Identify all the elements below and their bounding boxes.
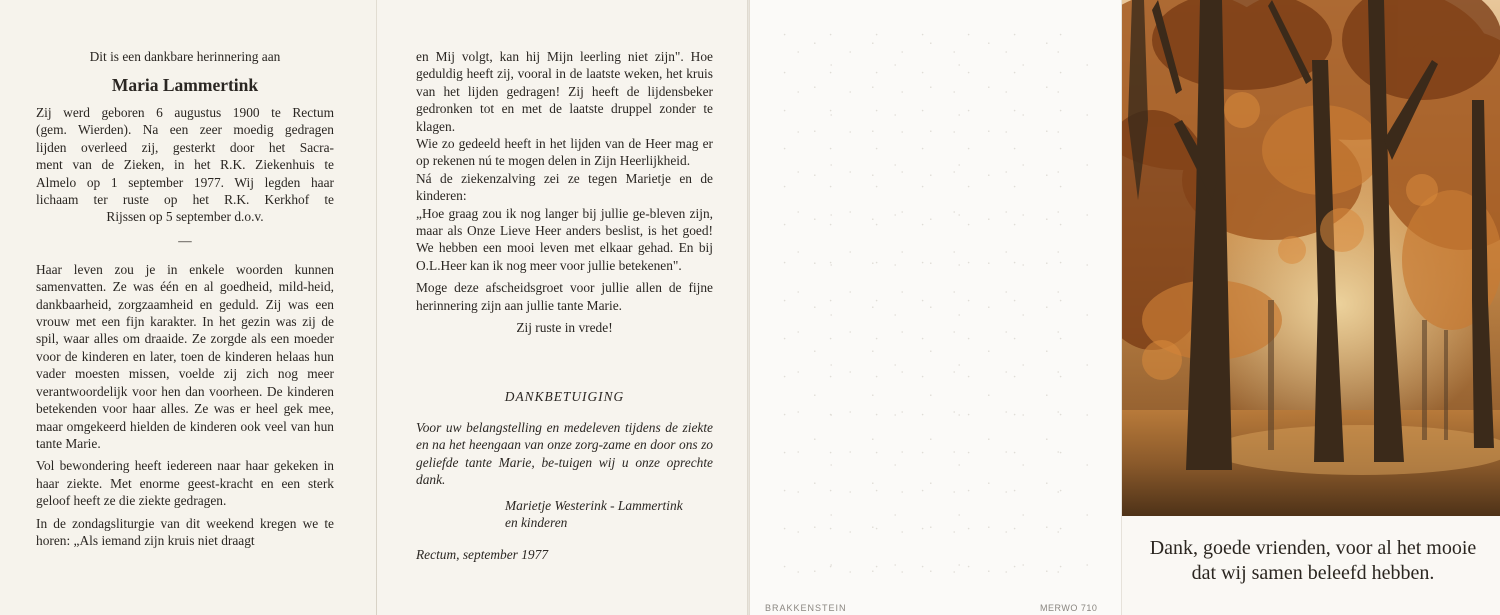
thanks-heading: DANKBETUIGING	[504, 389, 625, 404]
paper-texture	[780, 30, 1100, 590]
intro-line: Dit is een dankbare herinnering aan	[89, 49, 281, 64]
deceased-name: Maria Lammertink	[111, 75, 259, 95]
farewell-paragraph: Moge deze afscheidsgroet voor jullie allen de fijne herinnering zijn aan jullie tante Marie.	[416, 280, 713, 313]
signature-name: Marietje Westerink - Lammertink	[505, 498, 683, 513]
caption-line-1: Dank, goede vrienden, voor al het mooie	[1149, 537, 1477, 559]
illness-paragraph: Vol bewondering heeft iedereen naar haar gekeken in haar ziekte. Met enorme geest-kracht en een sterk geloof heeft ze die ziekte gedragen.	[36, 458, 334, 509]
thanks-paragraph: Voor uw belangstelling en medeleven tijdens de ziekte en na het heengaan van onze zorg-zame en door ons zo geliefde tante Marie, be-tuigen wij u onze oprechte dank.	[416, 420, 713, 488]
quote-paragraph: „Hoe graag zou ik nog langer bij jullie ge-bleven zijn, maar als Onze Lieve Heer anders beslist, is het goed! We hebben een mooi leven met elkaar gehad. En bij O.L.Heer kan ik nog meer voor jullie betekenen".	[416, 205, 713, 273]
birth-line: lijden overleed zij, gesterkt door het Sacra-	[36, 139, 334, 155]
signature-block	[505, 497, 725, 532]
birth-line: lichaam ter ruste op het R.K. Kerkhof te	[36, 192, 334, 208]
print-code: MERWO 710	[1040, 603, 1098, 613]
caption-line-2: dat wij samen beleefd hebben.	[1191, 562, 1435, 584]
glory-paragraph: Wie zo gedeeld heeft in het lijden van de Heer mag er op rekenen nú te mogen delen in Zijn Heerlijkheid.	[416, 136, 713, 169]
suffering-paragraph: en Mij volgt, kan hij Mijn leerling niet zijn". Hoe geduldig heeft zij, vooral in de laatste weken, het kruis van het lijden gedragen! Zij heeft de lijdensbeker gedronken tot en met de laatste druppel zonder te klagen.	[416, 49, 713, 134]
birth-line: ment van de Zieken, in het R.K. Ziekenhuis te	[36, 157, 334, 173]
birth-death-paragraph	[36, 104, 334, 226]
center-fold	[376, 0, 377, 615]
place-date: Rectum, september 1977	[416, 547, 549, 562]
separator-dash: —	[178, 232, 192, 248]
birth-line: (gem. Wierden). Na een zeer moedig gedragen	[36, 122, 334, 138]
memorial-text-column-2	[416, 48, 713, 337]
anointing-paragraph: Ná de ziekenzalving zei ze tegen Marietje en de kinderen:	[416, 170, 713, 204]
printer-imprint: BRAKKENSTEIN	[765, 603, 847, 613]
liturgy-paragraph: In de zondagsliturgie van dit weekend kregen we te horen: „Als iemand zijn kruis niet draagt	[36, 515, 334, 548]
birth-line: Rijssen op 5 september d.o.v.	[106, 209, 264, 225]
memorial-text-column-1	[36, 48, 334, 549]
life-paragraph: Haar leven zou je in enkele woorden kunnen samenvatten. Ze was één en al goedheid, mild-heid, dankbaarheid, zorgzaamheid en geduld. Zij was een vrouw met een fijn karakter. In het gezin was zij de spil, waar alles om draaide. Ze zorgde als een moeder voor de kinderen en later, toen de kinderen helaas hun vader moesten missen, voelde zij zich nog meer verantwoordelijk voor hen dan voorheen. De kinderen betekenden voor haar alles. Ze was er heel gek mee, maar omgekeerd hielden de kinderen ook veel van hun tante Marie.	[36, 261, 334, 451]
autumn-forest-photo-icon	[1122, 0, 1500, 516]
rest-in-peace-line: Zij ruste in vrede!	[516, 320, 613, 336]
cover-caption	[1126, 536, 1500, 586]
card-edge	[747, 0, 750, 615]
signature-family: en kinderen	[505, 515, 568, 531]
birth-line: Almelo op 1 september 1977. Wij legden haar	[36, 174, 334, 190]
birth-line: Zij werd geboren 6 augustus 1900 te Rectum	[36, 105, 334, 120]
